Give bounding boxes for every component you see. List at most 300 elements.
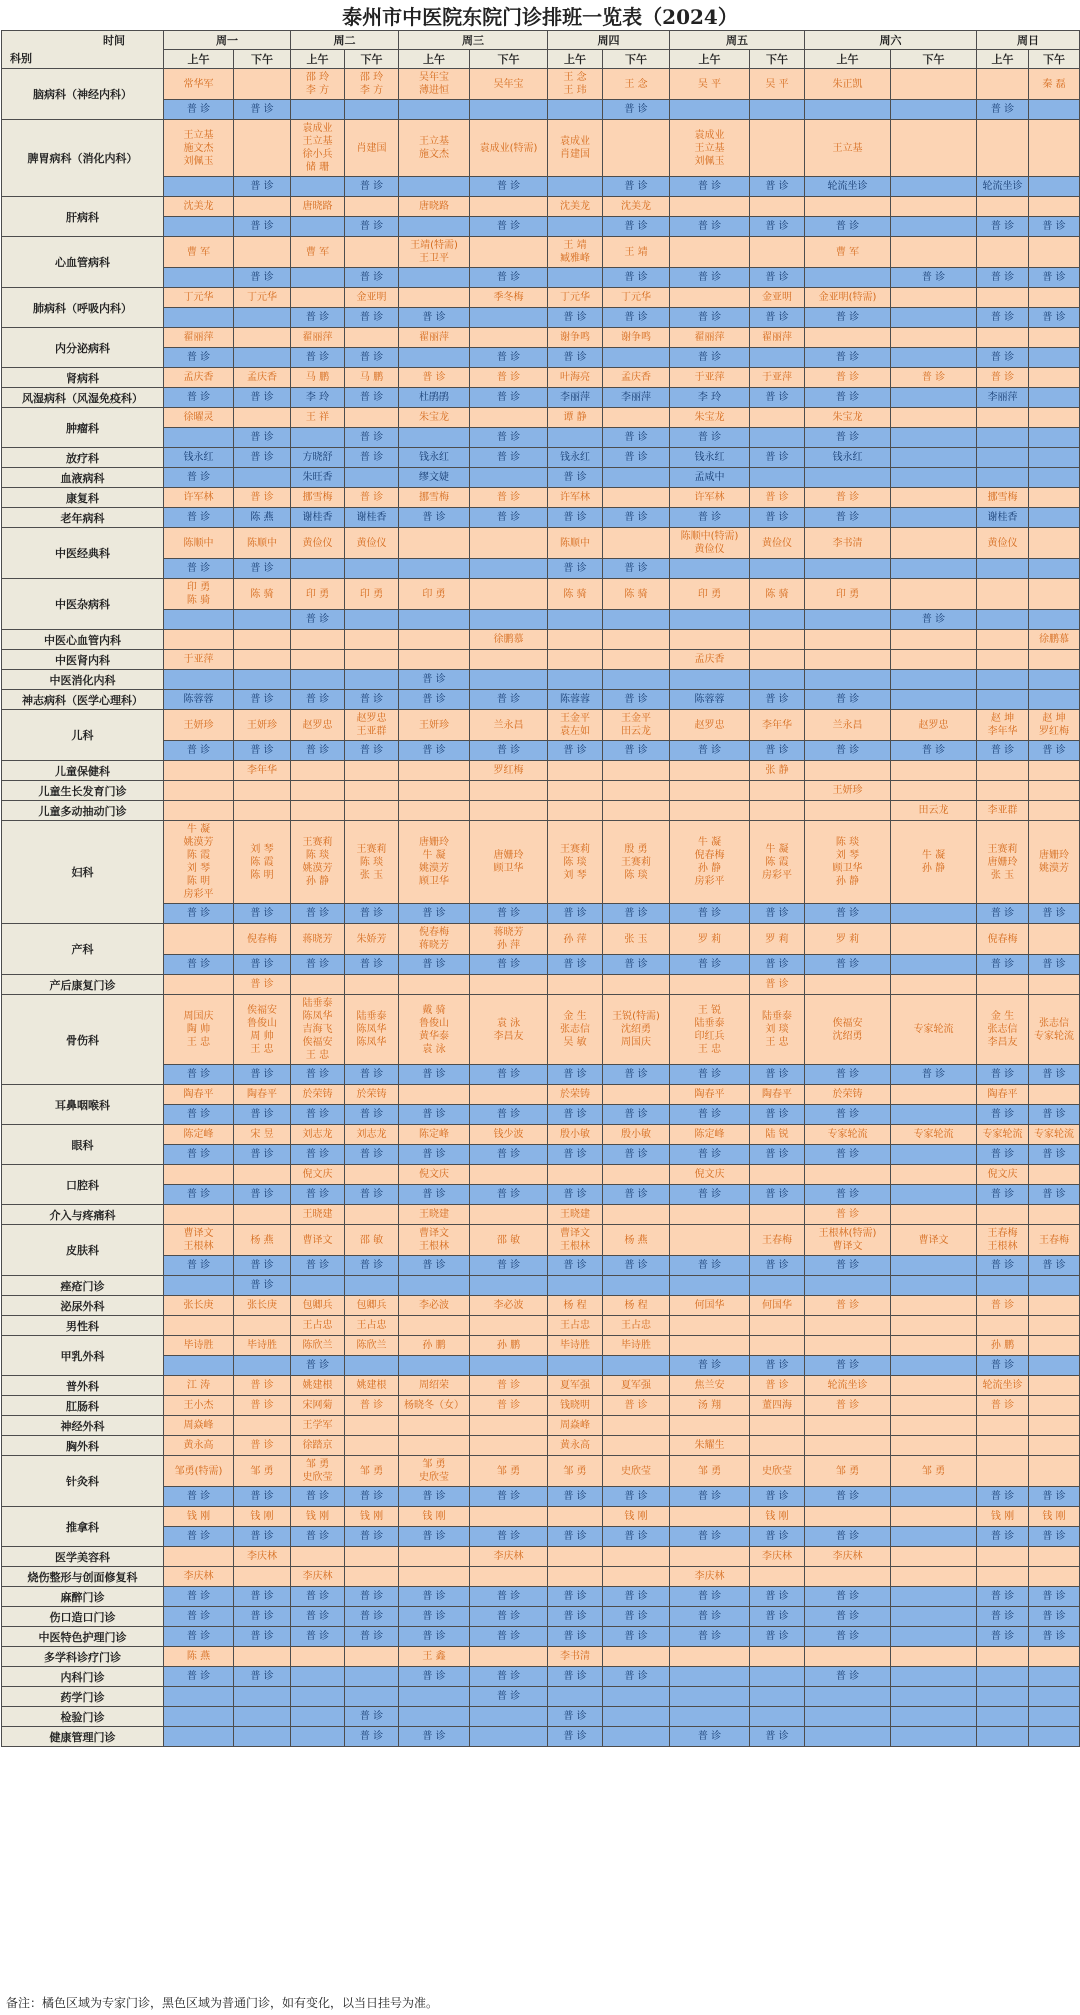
general-clinic-cell: 钱永红	[548, 448, 603, 468]
expert-clinic-cell	[234, 1165, 291, 1185]
expert-clinic-cell	[470, 328, 548, 348]
expert-clinic-cell	[1029, 781, 1080, 801]
expert-clinic-cell	[891, 288, 977, 308]
expert-clinic-cell	[977, 120, 1029, 177]
expert-clinic-cell: 黄永高	[548, 1436, 603, 1456]
general-clinic-cell: 普 诊	[470, 1527, 548, 1547]
general-clinic-cell: 普 诊	[234, 1587, 291, 1607]
expert-clinic-cell: 牛 凝 孙 静	[891, 821, 977, 904]
general-clinic-cell: 普 诊	[805, 217, 891, 237]
general-clinic-cell: 普 诊	[399, 508, 470, 528]
general-clinic-cell: 普 诊	[977, 904, 1029, 924]
general-clinic-cell: 普 诊	[977, 1185, 1029, 1205]
general-clinic-cell	[977, 1276, 1029, 1296]
general-clinic-cell	[805, 1276, 891, 1296]
schedule-row	[2, 1627, 1080, 1647]
general-clinic-cell: 普 诊	[548, 1527, 603, 1547]
expert-clinic-cell: 王赛莉 陈 琰 姚漠芳 孙 静	[291, 821, 345, 904]
general-clinic-cell: 普 诊	[548, 559, 603, 579]
general-clinic-cell: 普 诊	[603, 1487, 670, 1507]
general-clinic-cell	[891, 1276, 977, 1296]
schedule-row	[2, 528, 1080, 559]
expert-clinic-cell: 翟丽萍	[164, 328, 234, 348]
expert-clinic-cell: 常华军	[164, 69, 234, 100]
am-header: 上午	[977, 50, 1029, 69]
general-clinic-cell: 普 诊	[603, 1667, 670, 1687]
expert-clinic-cell: 吴 平	[670, 69, 750, 100]
general-clinic-cell: 普 诊	[670, 741, 750, 761]
expert-clinic-cell: 陈欣兰	[345, 1336, 399, 1356]
general-clinic-cell	[234, 308, 291, 328]
general-clinic-cell	[291, 1727, 345, 1747]
expert-clinic-cell	[1029, 1316, 1080, 1336]
expert-clinic-cell: 钱 刚	[1029, 1507, 1080, 1527]
expert-clinic-cell	[1029, 1165, 1080, 1185]
department-name: 中医经典科	[2, 528, 164, 579]
expert-clinic-cell	[1029, 528, 1080, 559]
expert-clinic-cell	[234, 69, 291, 100]
general-clinic-cell: 普 诊	[670, 508, 750, 528]
general-clinic-cell: 普 诊	[234, 1065, 291, 1085]
general-clinic-cell: 普 诊	[750, 268, 805, 288]
expert-clinic-cell	[470, 408, 548, 428]
expert-clinic-cell	[345, 1647, 399, 1667]
schedule-row	[2, 1276, 1080, 1296]
general-clinic-cell	[164, 1276, 234, 1296]
expert-clinic-cell: 普 诊	[234, 1436, 291, 1456]
general-clinic-cell: 普 诊	[750, 217, 805, 237]
general-clinic-cell: 普 诊	[399, 1587, 470, 1607]
expert-clinic-cell	[399, 801, 470, 821]
schedule-row	[2, 1145, 1080, 1165]
general-clinic-cell	[1029, 388, 1080, 408]
expert-clinic-cell: 邹 勇 史欣莹	[291, 1456, 345, 1487]
general-clinic-cell: 陈蓉蓉	[548, 690, 603, 710]
expert-clinic-cell: 杨 燕	[234, 1225, 291, 1256]
expert-clinic-cell: 邹 勇	[670, 1456, 750, 1487]
expert-clinic-cell	[891, 924, 977, 955]
general-clinic-cell	[750, 670, 805, 690]
general-clinic-cell: 普 诊	[603, 268, 670, 288]
general-clinic-cell: 普 诊	[548, 308, 603, 328]
general-clinic-cell	[470, 308, 548, 328]
department-name: 风湿病科（风湿免疫科）	[2, 388, 164, 408]
expert-clinic-cell	[164, 1316, 234, 1336]
expert-clinic-cell: 丁元华	[234, 288, 291, 308]
general-clinic-cell: 普 诊	[603, 1587, 670, 1607]
general-clinic-cell: 普 诊	[548, 1627, 603, 1647]
general-clinic-cell: 普 诊	[977, 1356, 1029, 1376]
general-clinic-cell: 普 诊	[345, 428, 399, 448]
expert-clinic-cell	[805, 1336, 891, 1356]
day-thu: 周四	[548, 31, 670, 50]
expert-clinic-cell: 赵 坤 罗红梅	[1029, 710, 1080, 741]
general-clinic-cell	[891, 1527, 977, 1547]
general-clinic-cell	[164, 1356, 234, 1376]
expert-clinic-cell: 王晓建	[399, 1205, 470, 1225]
general-clinic-cell	[750, 428, 805, 448]
general-clinic-cell	[548, 670, 603, 690]
general-clinic-cell	[891, 177, 977, 197]
expert-clinic-cell	[891, 1547, 977, 1567]
department-name: 药学门诊	[2, 1687, 164, 1707]
general-clinic-cell: 普 诊	[470, 1487, 548, 1507]
expert-clinic-cell	[977, 630, 1029, 650]
general-clinic-cell	[1029, 559, 1080, 579]
expert-clinic-cell	[399, 1436, 470, 1456]
expert-clinic-cell: 宋 昱	[234, 1125, 291, 1145]
expert-clinic-cell: 曹译文	[891, 1225, 977, 1256]
expert-clinic-cell	[977, 1316, 1029, 1336]
expert-clinic-cell: 张 静	[750, 761, 805, 781]
general-clinic-cell	[891, 1667, 977, 1687]
expert-clinic-cell	[750, 650, 805, 670]
expert-clinic-cell	[399, 1316, 470, 1336]
general-clinic-cell: 普 诊	[750, 741, 805, 761]
general-clinic-cell: 普 诊	[399, 1627, 470, 1647]
expert-clinic-cell	[1029, 1396, 1080, 1416]
expert-clinic-cell: 夏军强	[548, 1376, 603, 1396]
expert-clinic-cell: 曹译文	[291, 1225, 345, 1256]
general-clinic-cell	[291, 1276, 345, 1296]
general-clinic-cell	[977, 1687, 1029, 1707]
expert-clinic-cell: 王根林(特需) 曹译文	[805, 1225, 891, 1256]
general-clinic-cell	[291, 177, 345, 197]
general-clinic-cell	[891, 508, 977, 528]
general-clinic-cell: 方晓舒	[291, 448, 345, 468]
general-clinic-cell: 普 诊	[750, 388, 805, 408]
expert-clinic-cell: 董四海	[750, 1396, 805, 1416]
general-clinic-cell: 杜鹃鹃	[399, 388, 470, 408]
expert-clinic-cell: 李庆林	[750, 1547, 805, 1567]
schedule-row	[2, 69, 1080, 100]
department-name: 内科门诊	[2, 1667, 164, 1687]
expert-clinic-cell: 邹 勇	[891, 1456, 977, 1487]
schedule-row	[2, 1416, 1080, 1436]
general-clinic-cell	[750, 559, 805, 579]
page-title: 泰州市中医院东院门诊排班一览表（2024）	[342, 5, 738, 29]
expert-clinic-cell	[977, 288, 1029, 308]
expert-clinic-cell: 刘志龙	[345, 1125, 399, 1145]
expert-clinic-cell: 王 鑫	[399, 1647, 470, 1667]
schedule-row	[2, 610, 1080, 630]
schedule-row	[2, 1587, 1080, 1607]
schedule-row	[2, 995, 1080, 1065]
general-clinic-cell	[891, 1687, 977, 1707]
expert-clinic-cell	[977, 579, 1029, 610]
expert-clinic-cell: 邵 敏	[470, 1225, 548, 1256]
general-clinic-cell	[291, 1687, 345, 1707]
department-name: 中医消化内科	[2, 670, 164, 690]
schedule-row	[2, 1125, 1080, 1145]
expert-clinic-cell: 毕诗胜	[548, 1336, 603, 1356]
general-clinic-cell: 普 诊	[399, 670, 470, 690]
general-clinic-cell	[977, 1667, 1029, 1687]
expert-clinic-cell	[750, 781, 805, 801]
general-clinic-cell: 普 诊	[977, 1065, 1029, 1085]
general-clinic-cell: 普 诊	[470, 1667, 548, 1687]
general-clinic-cell	[1029, 1667, 1080, 1687]
expert-clinic-cell: 徐鹏慕	[1029, 630, 1080, 650]
general-clinic-cell: 普 诊	[670, 1356, 750, 1376]
expert-clinic-cell	[1029, 1567, 1080, 1587]
expert-clinic-cell	[345, 408, 399, 428]
general-clinic-cell	[470, 1356, 548, 1376]
expert-clinic-cell: 杨 程	[548, 1296, 603, 1316]
expert-clinic-cell	[977, 1416, 1029, 1436]
general-clinic-cell: 普 诊	[345, 904, 399, 924]
expert-clinic-cell: 兰永昌	[470, 710, 548, 741]
general-clinic-cell	[291, 217, 345, 237]
general-clinic-cell: 普 诊	[603, 1185, 670, 1205]
pm-header: 下午	[234, 50, 291, 69]
general-clinic-cell	[977, 1727, 1029, 1747]
general-clinic-cell: 普 诊	[470, 268, 548, 288]
expert-clinic-cell	[345, 1165, 399, 1185]
expert-clinic-cell	[234, 650, 291, 670]
schedule-row	[2, 388, 1080, 408]
expert-clinic-cell: 普 诊	[234, 488, 291, 508]
department-name: 肺病科（呼吸内科）	[2, 288, 164, 328]
expert-clinic-cell: 邵 玲 李 方	[345, 69, 399, 100]
general-clinic-cell: 普 诊	[164, 1065, 234, 1085]
general-clinic-cell: 普 诊	[291, 1065, 345, 1085]
expert-clinic-cell: 毕诗胜	[603, 1336, 670, 1356]
general-clinic-cell: 普 诊	[291, 904, 345, 924]
expert-clinic-cell: 专家轮流	[805, 1125, 891, 1145]
expert-clinic-cell: 金亚明(特需)	[805, 288, 891, 308]
general-clinic-cell: 普 诊	[548, 741, 603, 761]
schedule-row	[2, 670, 1080, 690]
general-clinic-cell: 普 诊	[670, 1627, 750, 1647]
general-clinic-cell: 普 诊	[548, 1707, 603, 1727]
department-name: 麻醉门诊	[2, 1587, 164, 1607]
department-name: 儿童多动抽动门诊	[2, 801, 164, 821]
general-clinic-cell: 普 诊	[399, 1256, 470, 1276]
department-name: 伤口造口门诊	[2, 1607, 164, 1627]
expert-clinic-cell: 宋网菊	[291, 1396, 345, 1416]
general-clinic-cell	[470, 1707, 548, 1727]
expert-clinic-cell	[1029, 1647, 1080, 1667]
general-clinic-cell	[291, 1707, 345, 1727]
expert-clinic-cell: 马 鹏	[291, 368, 345, 388]
expert-clinic-cell	[977, 1456, 1029, 1487]
schedule-row	[2, 579, 1080, 610]
expert-clinic-cell	[399, 1567, 470, 1587]
schedule-row	[2, 448, 1080, 468]
expert-clinic-cell: 朱正凯	[805, 69, 891, 100]
department-name: 泌尿外科	[2, 1296, 164, 1316]
expert-clinic-cell: 周国庆 陶 帅 王 忠	[164, 995, 234, 1065]
expert-clinic-cell	[345, 237, 399, 268]
general-clinic-cell: 普 诊	[805, 690, 891, 710]
expert-clinic-cell: 专家轮流	[891, 995, 977, 1065]
expert-clinic-cell	[1029, 1336, 1080, 1356]
general-clinic-cell: 普 诊	[603, 217, 670, 237]
expert-clinic-cell	[1029, 328, 1080, 348]
department-name: 肾病科	[2, 368, 164, 388]
general-clinic-cell	[805, 610, 891, 630]
expert-clinic-cell	[345, 975, 399, 995]
expert-clinic-cell: 金亚明	[345, 288, 399, 308]
expert-clinic-cell	[291, 781, 345, 801]
general-clinic-cell	[470, 1727, 548, 1747]
general-clinic-cell: 普 诊	[291, 1356, 345, 1376]
general-clinic-cell	[891, 388, 977, 408]
expert-clinic-cell	[470, 1165, 548, 1185]
schedule-row	[2, 1487, 1080, 1507]
general-clinic-cell: 普 诊	[234, 177, 291, 197]
department-name: 儿童生长发育门诊	[2, 781, 164, 801]
general-clinic-cell	[891, 1356, 977, 1376]
general-clinic-cell: 普 诊	[750, 1256, 805, 1276]
general-clinic-cell	[977, 448, 1029, 468]
expert-clinic-cell	[470, 1647, 548, 1667]
expert-clinic-cell	[1029, 1416, 1080, 1436]
expert-clinic-cell: 吴年宝	[470, 69, 548, 100]
general-clinic-cell	[399, 1707, 470, 1727]
expert-clinic-cell	[399, 630, 470, 650]
expert-clinic-cell: 张长庚	[164, 1296, 234, 1316]
general-clinic-cell: 普 诊	[977, 741, 1029, 761]
expert-clinic-cell: 唐晓路	[399, 197, 470, 217]
expert-clinic-cell	[891, 237, 977, 268]
expert-clinic-cell: 陈定峰	[670, 1125, 750, 1145]
expert-clinic-cell	[750, 197, 805, 217]
expert-clinic-cell	[164, 975, 234, 995]
expert-clinic-cell	[548, 650, 603, 670]
general-clinic-cell	[670, 1687, 750, 1707]
expert-clinic-cell: 史欣莹	[750, 1456, 805, 1487]
general-clinic-cell: 普 诊	[399, 1145, 470, 1165]
general-clinic-cell: 普 诊	[670, 217, 750, 237]
schedule-row	[2, 975, 1080, 995]
general-clinic-cell	[750, 348, 805, 368]
schedule-row	[2, 120, 1080, 177]
expert-clinic-cell	[603, 1647, 670, 1667]
expert-clinic-cell: 印 勇 陈 骑	[164, 579, 234, 610]
general-clinic-cell	[1029, 670, 1080, 690]
general-clinic-cell	[750, 468, 805, 488]
expert-clinic-cell	[164, 781, 234, 801]
expert-clinic-cell: 陈欣兰	[291, 1336, 345, 1356]
expert-clinic-cell: 李庆林	[164, 1567, 234, 1587]
expert-clinic-cell: 於荣铸	[548, 1085, 603, 1105]
expert-clinic-cell	[234, 1205, 291, 1225]
expert-clinic-cell: 刘志龙	[291, 1125, 345, 1145]
expert-clinic-cell	[750, 1316, 805, 1336]
general-clinic-cell: 普 诊	[234, 1105, 291, 1125]
expert-clinic-cell	[164, 761, 234, 781]
expert-clinic-cell	[1029, 288, 1080, 308]
general-clinic-cell: 普 诊	[1029, 1105, 1080, 1125]
expert-clinic-cell	[603, 120, 670, 177]
expert-clinic-cell: 丁元华	[603, 288, 670, 308]
expert-clinic-cell	[805, 630, 891, 650]
expert-clinic-cell: 普 诊	[603, 1396, 670, 1416]
expert-clinic-cell	[603, 488, 670, 508]
expert-clinic-cell: 陆垂泰 陈凤华 吉海飞 俟福安 王 忠	[291, 995, 345, 1065]
general-clinic-cell	[164, 1707, 234, 1727]
general-clinic-cell: 普 诊	[234, 1256, 291, 1276]
general-clinic-cell: 李丽萍	[603, 388, 670, 408]
general-clinic-cell	[603, 348, 670, 368]
expert-clinic-cell	[1029, 579, 1080, 610]
general-clinic-cell: 普 诊	[345, 1256, 399, 1276]
general-clinic-cell: 普 诊	[977, 100, 1029, 120]
pm-header: 下午	[891, 50, 977, 69]
general-clinic-cell	[805, 268, 891, 288]
expert-clinic-cell: 孙 鹏	[977, 1336, 1029, 1356]
schedule-row	[2, 268, 1080, 288]
general-clinic-cell: 钱永红	[805, 448, 891, 468]
general-clinic-cell	[548, 177, 603, 197]
expert-clinic-cell	[164, 1547, 234, 1567]
expert-clinic-cell: 陈 骑	[750, 579, 805, 610]
general-clinic-cell	[291, 268, 345, 288]
general-clinic-cell: 普 诊	[977, 1105, 1029, 1125]
expert-clinic-cell	[291, 761, 345, 781]
schedule-row	[2, 1647, 1080, 1667]
expert-clinic-cell	[548, 761, 603, 781]
general-clinic-cell: 普 诊	[805, 1065, 891, 1085]
expert-clinic-cell	[891, 1416, 977, 1436]
department-name: 胸外科	[2, 1436, 164, 1456]
general-clinic-cell: 普 诊	[345, 177, 399, 197]
expert-clinic-cell: 曹 军	[805, 237, 891, 268]
general-clinic-cell: 普 诊	[805, 1145, 891, 1165]
expert-clinic-cell	[345, 630, 399, 650]
general-clinic-cell: 普 诊	[805, 1587, 891, 1607]
department-name: 推拿科	[2, 1507, 164, 1547]
general-clinic-cell: 普 诊	[891, 1065, 977, 1085]
general-clinic-cell	[470, 100, 548, 120]
general-clinic-cell: 普 诊	[470, 1065, 548, 1085]
general-clinic-cell: 普 诊	[548, 1185, 603, 1205]
general-clinic-cell: 普 诊	[670, 177, 750, 197]
general-clinic-cell: 普 诊	[234, 1276, 291, 1296]
expert-clinic-cell: 普 诊	[805, 1205, 891, 1225]
expert-clinic-cell	[470, 1436, 548, 1456]
general-clinic-cell: 普 诊	[470, 1145, 548, 1165]
expert-clinic-cell: 翟丽萍	[399, 328, 470, 348]
general-clinic-cell	[345, 559, 399, 579]
general-clinic-cell	[891, 1627, 977, 1647]
expert-clinic-cell: 王占忠	[603, 1316, 670, 1336]
general-clinic-cell: 普 诊	[603, 741, 670, 761]
department-name: 骨伤科	[2, 995, 164, 1085]
expert-clinic-cell	[891, 1436, 977, 1456]
general-clinic-cell: 缪文婕	[399, 468, 470, 488]
general-clinic-cell	[399, 1356, 470, 1376]
general-clinic-cell: 普 诊	[234, 1627, 291, 1647]
expert-clinic-cell	[750, 120, 805, 177]
expert-clinic-cell	[291, 650, 345, 670]
general-clinic-cell: 普 诊	[805, 1607, 891, 1627]
expert-clinic-cell: 李年华	[234, 761, 291, 781]
general-clinic-cell: 普 诊	[548, 468, 603, 488]
expert-clinic-cell: 曹译文 王根林	[548, 1225, 603, 1256]
general-clinic-cell: 普 诊	[234, 268, 291, 288]
general-clinic-cell: 普 诊	[548, 508, 603, 528]
expert-clinic-cell	[670, 1316, 750, 1336]
expert-clinic-cell	[603, 630, 670, 650]
schedule-row	[2, 1396, 1080, 1416]
general-clinic-cell	[345, 610, 399, 630]
general-clinic-cell	[805, 1727, 891, 1747]
department-name: 针灸科	[2, 1456, 164, 1507]
general-clinic-cell: 普 诊	[891, 610, 977, 630]
